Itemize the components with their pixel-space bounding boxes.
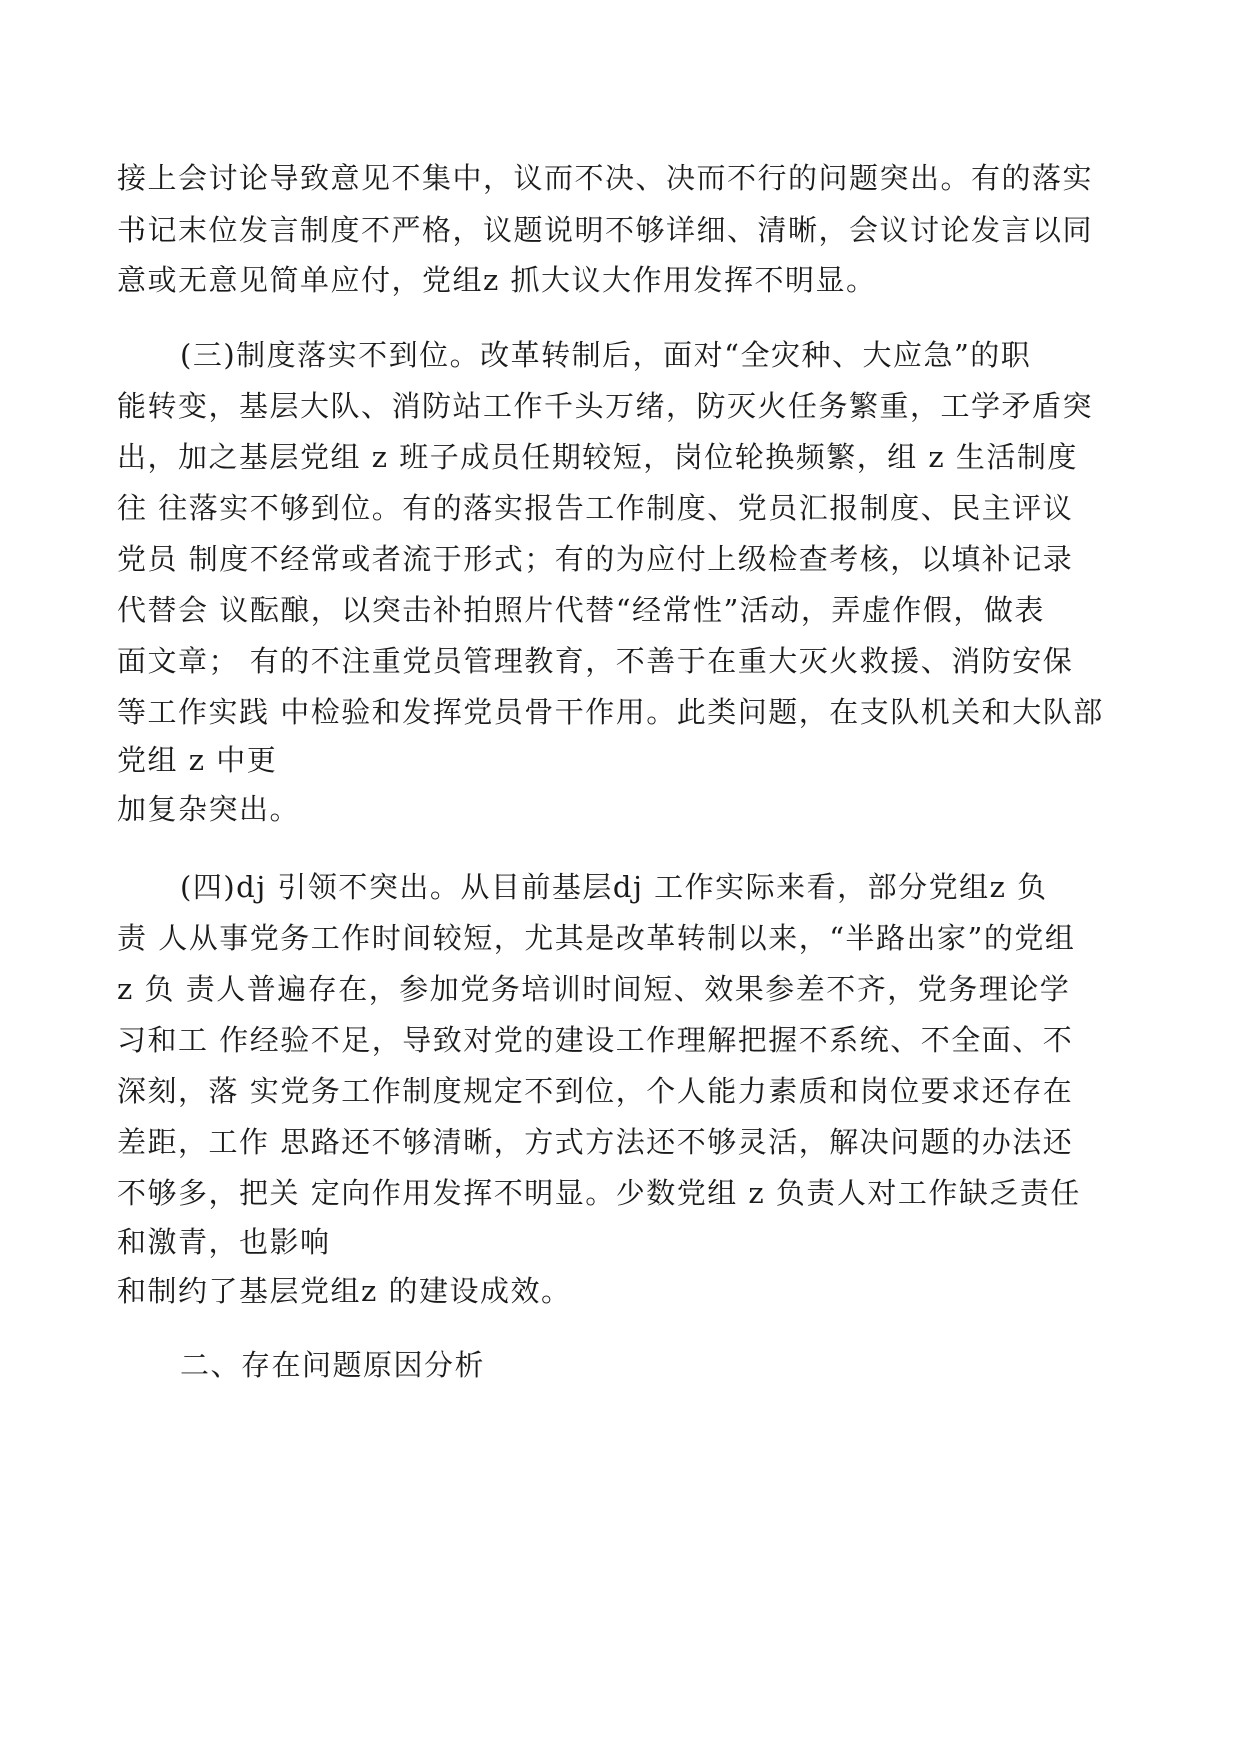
text-line: z 负 责人普遍存在，参加党务培训时间短、效果参差不齐，党务理论学 [117,972,1071,1006]
section-heading-3: (三)制度落实不到位。改革转制后，面对“全灾种、大应急”的职 [180,338,1032,372]
text-line: 等工作实践 中检验和发挥党员骨干作用。此类问题，在支队机关和大队部 [117,695,1104,729]
text-line: 书记末位发言制度不严格，议题说明不够详细、清晰，会议讨论发言以同 [117,213,1094,247]
text-line: 差距，工作 思路还不够清晰，方式方法还不够灵活，解决问题的办法还 [117,1125,1074,1159]
text-line: 加复杂突出。 [117,792,301,826]
text-line: 和激青，也影响 [117,1225,331,1259]
text-line: 深刻，落 实党务工作制度规定不到位，个人能力素质和岗位要求还存在 [117,1074,1074,1108]
text-line: 往 往落实不够到位。有的落实报告工作制度、党员汇报制度、民主评议 [117,491,1074,525]
text-line: 能转变，基层大队、消防站工作千头万绪，防灭火任务繁重，工学矛盾突 [117,389,1094,423]
text-line: 不够多，把关 定向作用发挥不明显。少数党组 z 负责人对工作缺乏责任 [117,1176,1081,1210]
text-line: 党员 制度不经常或者流于形式；有的为应付上级检查考核，以填补记录 [117,542,1074,576]
section-heading-4: (四)dj 引领不突出。从目前基层dj 工作实际来看，部分党组z 负 [180,870,1048,904]
text-line: 出，加之基层党组 z 班子成员任期较短，岗位轮换频繁，组 z 生活制度 [117,440,1078,474]
text-line: 代替会 议酝酿，以突击补拍照片代替“经常性”活动，弄虚作假，做表 [117,593,1045,627]
text-line: 习和工 作经验不足，导致对党的建设工作理解把握不系统、不全面、不 [117,1023,1074,1057]
text-line: 意或无意见简单应付，党组z 抓大议大作用发挥不明显。 [117,263,877,297]
text-line: 和制约了基层党组z 的建设成效。 [117,1274,572,1308]
text-line: 接上会讨论导致意见不集中，议而不决、决而不行的问题突出。有的落实 [117,161,1094,195]
text-line: 面文章； 有的不注重党员管理教育，不善于在重大灭火救援、消防安保 [117,644,1074,678]
text-line: 党组 z 中更 [117,743,278,777]
text-line: 责 人从事党务工作时间较短，尤其是改革转制以来，“半路出家”的党组 [117,921,1076,955]
chapter-heading: 二、存在问题原因分析 [180,1348,486,1382]
